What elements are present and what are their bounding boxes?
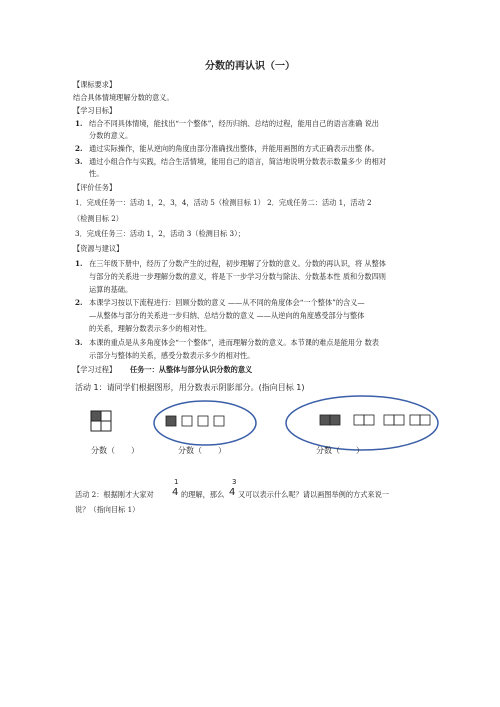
task1-title: 任务一：从整体与部分认识分数的意义 <box>130 365 253 374</box>
goal-1-number: 1. <box>75 119 83 128</box>
process-heading: 【学习过程】 <box>73 365 117 374</box>
activity1-prompt: 活动 1：请同学们根据图形，用分数表示阴影部分。(指向目标 1) <box>75 383 305 392</box>
fraction2-denominator: 4 <box>229 487 236 498</box>
goal-1-line1: 结合不同具体情境，能找出“一个整体”，经历归纳、总结的过程，能用自己的语言准确 说出 <box>89 119 379 128</box>
tasks-line1: 1．完成任务一：活动 1，2，3，4，活动 5（检测目标 1） 2．完成任务二：活动 1，活动 2 <box>75 198 372 207</box>
resources-heading: 【资源与建议】 <box>73 244 124 253</box>
activity2-line2: 说？（指向目标 1） <box>75 505 140 514</box>
figure-2-squares <box>166 416 224 426</box>
resource-2-line3: 的关系，理解分数表示多少的相对性。 <box>89 324 212 333</box>
activity2-text-c: 又可以表示什么呢？请以画图举例的方式来说一 <box>238 490 389 499</box>
resource-3-line2: 示部分与整体的关系，感受分数表示多少的相对性。 <box>89 351 255 360</box>
resource-2-line1: 本课学习按以下流程进行：回顾分数的意义 ——从不同的角度体会“一个整体”的含义— <box>89 298 365 307</box>
resource-2-number: 2. <box>75 298 83 307</box>
goal-3-number: 3. <box>75 157 83 166</box>
goal-1-line2: 分数的意义。 <box>89 131 133 140</box>
figure-3-ellipse <box>286 396 438 450</box>
standards-heading: 【课标要求】 <box>73 80 117 89</box>
tasks-heading: 【评价任务】 <box>73 183 117 192</box>
resource-2-line2: —从整体与部分的关系进一步归纳、总结分数的意义 ——从逆向的角度感受部分与整体 <box>89 311 365 320</box>
goals-heading: 【学习目标】 <box>73 106 117 115</box>
resource-1-line2: 与部分的关系进一步理解分数的意义，将是下一步学习分数与除法、分数基本性 质和分数四则 <box>89 272 386 281</box>
fraction-answer-3[interactable]: 分数（ ） <box>316 446 364 455</box>
standards-text: 结合具体情境理解分数的意义。 <box>73 93 174 102</box>
resource-3-number: 3. <box>75 338 83 347</box>
goal-3-line2: 性。 <box>89 169 104 178</box>
goal-2-line1: 通过实际操作，能从逆向的角度由部分准确找出整体，并能用画图的方式正确表示出整 体。 <box>89 144 379 153</box>
resource-1-line3: 运算的基础。 <box>89 285 133 294</box>
goal-3-line1: 通过小组合作与实践，结合生活情境，能用自己的语言，简洁地说明分数表示数量多少 的相对 <box>89 157 386 166</box>
fraction1-numerator: 1 <box>174 478 179 486</box>
fraction-answer-1[interactable]: 分数（ ） <box>91 446 139 455</box>
resource-3-line1: 本课的重点是从多角度体会“一个整体”，进而理解分数的意义。本节课的难点是能用分 数表 <box>89 338 379 347</box>
goal-2-number: 2. <box>75 144 83 153</box>
figure-1-square <box>91 411 111 431</box>
tasks-line3: 3．完成任务三：活动 1，2，活动 3（检测目标 3）； <box>75 229 245 238</box>
fraction-answer-2[interactable]: 分数（ ） <box>178 446 226 455</box>
resource-1-line1: 在三年级下册中，经历了分数产生的过程，初步理解了分数的意义。分数的再认识，将 从整体 <box>89 259 386 268</box>
activity2-text-a: 活动 2：根据刚才大家对 <box>75 490 154 499</box>
resource-1-number: 1. <box>75 259 83 268</box>
page-title: 分数的再认识（一） <box>205 61 295 72</box>
fraction2-numerator: 3 <box>232 478 237 486</box>
fraction1-denominator: 4 <box>172 487 179 498</box>
tasks-line2: （检测目标 2） <box>73 214 123 223</box>
activity2-text-b: 的理解，那么 <box>181 490 225 499</box>
figure-3-squares <box>320 415 430 425</box>
